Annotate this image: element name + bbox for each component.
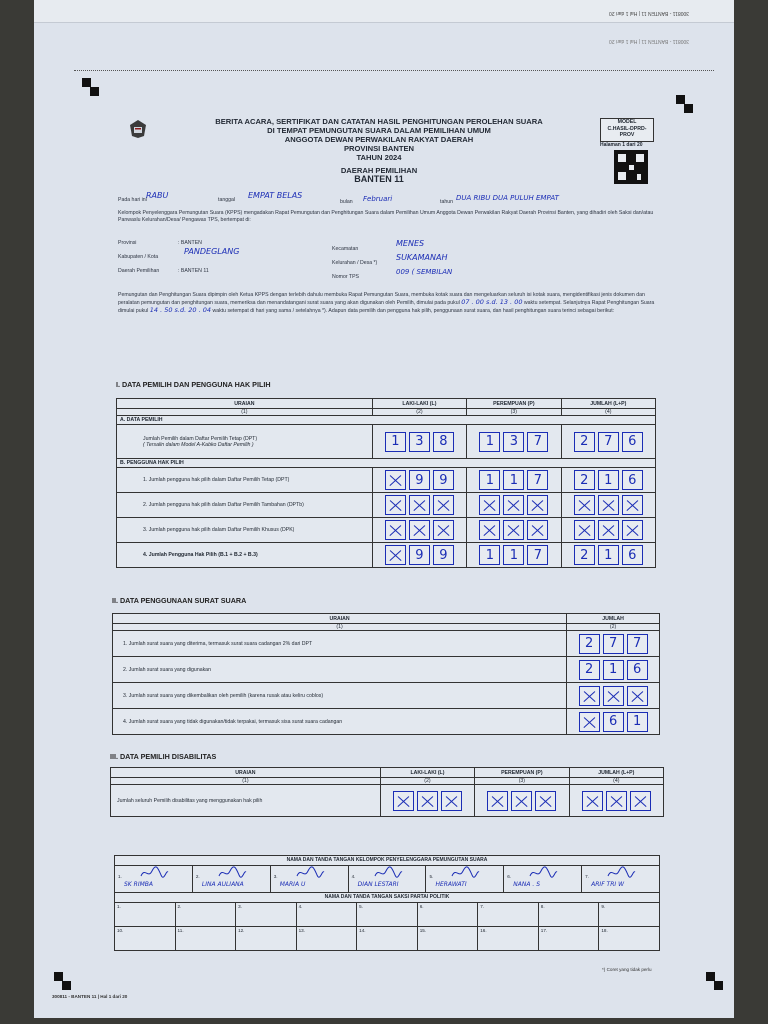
row-label: 1. Jumlah pengguna hak pilih dalam Daftar Pemilih Tetap (DPT) bbox=[117, 468, 373, 493]
crossed-box bbox=[535, 791, 556, 811]
kpps-signature-cell bbox=[426, 866, 504, 892]
crossed-box bbox=[393, 791, 414, 811]
kpps-number: 2. bbox=[195, 874, 200, 879]
digit-box: 2 bbox=[574, 545, 595, 565]
saksi-cell: 12. bbox=[236, 927, 297, 951]
start-time: 07 . 00 s.d. 13 . 00 bbox=[461, 298, 523, 306]
crossed-box bbox=[385, 470, 406, 490]
model-box bbox=[600, 118, 654, 142]
section-2-table bbox=[112, 613, 660, 735]
kpps-name: DIAN LESTARI bbox=[357, 881, 399, 888]
header-num: (3) bbox=[475, 778, 569, 785]
header-num: (2) bbox=[380, 778, 474, 785]
kpps-number: 4. bbox=[351, 874, 356, 879]
crossed-box bbox=[527, 495, 548, 515]
dapil-label: Daerah Pemilihan bbox=[118, 268, 160, 274]
signature-table bbox=[114, 855, 660, 951]
saksi-cell: 13. bbox=[296, 927, 357, 951]
saksi-cell: 8. bbox=[538, 903, 599, 927]
digit-boxes bbox=[384, 791, 471, 811]
kpps-signature-cell bbox=[349, 866, 427, 892]
saksi-cell: 1. bbox=[115, 903, 176, 927]
kpps-name: HERAWATI bbox=[435, 881, 467, 888]
crossed-box bbox=[479, 495, 500, 515]
row-label: 4. Jumlah Pengguna Hak Pilih (B.1 + B.2 + B.3) bbox=[117, 543, 373, 568]
saksi-title: NAMA DAN TANDA TANGAN SAKSI PARTAI POLITIK bbox=[115, 893, 660, 903]
digit-boxes bbox=[565, 432, 652, 452]
registration-mark bbox=[90, 87, 99, 96]
document-sheet bbox=[34, 0, 734, 1018]
opening-paragraph: Kelompok Penyelenggara Pemungutan Suara (KPPS) mengadakan Rapat Pemungutan dan Penghitungan Suara dalam Pemilihan Umum Anggota Dewan Perwakilan Rakyat Daerah Provinsi Banten, yang dihadiri oleh Saksi dan/atau Panwaslu Kelurahan/Desa/ Pengawas TPS, bertempat di: bbox=[118, 210, 654, 223]
crossed-box bbox=[433, 520, 454, 540]
registration-mark bbox=[82, 78, 91, 87]
digit-box: 1 bbox=[385, 432, 406, 452]
digit-boxes bbox=[565, 495, 652, 515]
digit-box: 3 bbox=[503, 432, 524, 452]
crossed-box bbox=[598, 520, 619, 540]
kpps-number: 3. bbox=[273, 874, 278, 879]
table-row bbox=[117, 493, 656, 518]
digit-box: 2 bbox=[579, 634, 600, 654]
saksi-cell: 3. bbox=[236, 903, 297, 927]
header-laki-laki: LAKI-LAKI (L) bbox=[380, 768, 474, 778]
row-label: 3. Jumlah pengguna hak pilih dalam Daftar Pemilih Khusus (DPK) bbox=[117, 518, 373, 543]
kpps-signature-cell bbox=[271, 866, 349, 892]
table-row bbox=[117, 425, 656, 459]
kpps-number: 1. bbox=[118, 874, 122, 879]
digit-boxes bbox=[573, 791, 660, 811]
signature-scribble bbox=[606, 866, 636, 880]
signature-scribble bbox=[528, 866, 558, 880]
saksi-cell: 15. bbox=[417, 927, 478, 951]
document-title bbox=[184, 117, 574, 184]
crossed-box bbox=[574, 495, 595, 515]
header-perempuan: PEREMPUAN (P) bbox=[475, 768, 569, 778]
saksi-cell: 4. bbox=[296, 903, 357, 927]
digit-box: 7 bbox=[527, 545, 548, 565]
digit-box: 1 bbox=[479, 432, 500, 452]
header-num: (4) bbox=[569, 778, 663, 785]
header-num: (1) bbox=[113, 624, 567, 631]
digit-boxes bbox=[376, 432, 463, 452]
section-1-table bbox=[116, 398, 656, 568]
digit-box: 6 bbox=[622, 470, 643, 490]
table-row bbox=[111, 785, 664, 817]
opening-line bbox=[118, 191, 678, 206]
top-doc-code-faint: 300811 - BANTEN 11 | Hal 1 dari 20 bbox=[609, 38, 690, 44]
saksi-cell: 10. bbox=[115, 927, 176, 951]
title-line: PROVINSI BANTEN bbox=[343, 144, 415, 153]
crossed-box bbox=[385, 520, 406, 540]
header-jumlah: JUMLAH (L+P) bbox=[569, 768, 663, 778]
crossed-box bbox=[627, 686, 648, 706]
crossed-box bbox=[582, 791, 603, 811]
signature-scribble bbox=[373, 866, 403, 880]
header-laki-laki: LAKI-LAKI (L) bbox=[372, 399, 466, 409]
digit-boxes bbox=[478, 791, 565, 811]
saksi-cell: 18. bbox=[599, 927, 660, 951]
crossed-box bbox=[409, 520, 430, 540]
region-value: BANTEN 11 bbox=[354, 174, 404, 184]
signature-scribble bbox=[217, 866, 247, 880]
count-time: 14 . 50 s.d. 20 . 04 bbox=[149, 306, 211, 314]
section-2-title: II. DATA PENGGUNAAN SURAT SUARA bbox=[112, 596, 247, 605]
digit-boxes bbox=[376, 470, 463, 490]
digit-box: 1 bbox=[503, 470, 524, 490]
month-label: bulan bbox=[340, 199, 353, 205]
saksi-cell: 6. bbox=[417, 903, 478, 927]
crossed-box bbox=[441, 791, 462, 811]
row-label: 4. Jumlah surat suara yang tidak digunakan/tidak terpakai, termasuk sisa surat suara cadangan bbox=[113, 709, 567, 735]
signature-scribble bbox=[295, 866, 325, 880]
kpps-signature-cell bbox=[193, 866, 271, 892]
kabupaten-value: PANDEGLANG bbox=[184, 247, 240, 256]
digit-boxes bbox=[570, 634, 656, 654]
header-uraian: URAIAN bbox=[111, 768, 381, 778]
kpu-logo-icon bbox=[127, 118, 149, 140]
header-perempuan: PEREMPUAN (P) bbox=[467, 399, 561, 409]
header-num: (4) bbox=[561, 409, 655, 416]
registration-mark bbox=[706, 972, 715, 981]
saksi-cell: 11. bbox=[175, 927, 236, 951]
digit-box: 1 bbox=[603, 660, 624, 680]
underlying-page-strip bbox=[34, 0, 734, 23]
model-line: C.HASIL-DPRD- bbox=[607, 125, 647, 132]
header-num: (2) bbox=[567, 624, 660, 631]
kpps-signature-list bbox=[115, 866, 659, 892]
section-3-title: III. DATA PEMILIH DISABILITAS bbox=[110, 752, 217, 761]
header-num: (3) bbox=[467, 409, 561, 416]
digit-boxes bbox=[570, 712, 656, 732]
digit-boxes bbox=[470, 432, 557, 452]
saksi-row bbox=[115, 903, 660, 927]
header-uraian: URAIAN bbox=[113, 614, 567, 624]
time-paragraph bbox=[118, 292, 666, 352]
digit-box: 2 bbox=[579, 660, 600, 680]
digit-box: 1 bbox=[479, 470, 500, 490]
registration-mark bbox=[684, 104, 693, 113]
digit-box: 7 bbox=[527, 470, 548, 490]
digit-boxes bbox=[565, 520, 652, 540]
crossed-box bbox=[630, 791, 651, 811]
saksi-cell: 17. bbox=[538, 927, 599, 951]
crossed-box bbox=[579, 686, 600, 706]
crossed-box bbox=[503, 495, 524, 515]
time-text: Pemungutan dan Penghitungan Suara dipimpin oleh Ketua KPPS dengan terlebih dahulu membuka Rapat Pemungutan Suara, membuka kotak suara dan mengeluarkan seluruh isi kotak suara, mengidentifikasi jenis dokumen dan peralatan pemungutan dan penghitungan suara, memeriksa dan menandatangani surat suara yang akan digunakan oleh Pemilih, dimulai pada pukul bbox=[118, 292, 645, 306]
kpps-title: NAMA DAN TANDA TANGAN KELOMPOK PENYELENGGARA PEMUNGUTAN SUARA bbox=[115, 856, 660, 866]
header-num: (1) bbox=[117, 409, 373, 416]
region-label: DAERAH PEMILIHAN bbox=[340, 166, 418, 175]
crossed-box bbox=[385, 545, 406, 565]
date-value: EMPAT BELAS bbox=[248, 191, 303, 200]
row-label: 2. Jumlah pengguna hak pilih dalam Daftar Pemilih Tambahan (DPTb) bbox=[117, 493, 373, 518]
kelurahan-label: Kelurahan / Desa *) bbox=[332, 260, 378, 266]
registration-mark bbox=[714, 981, 723, 990]
location-block bbox=[118, 240, 678, 280]
crossed-box bbox=[417, 791, 438, 811]
digit-box: 7 bbox=[603, 634, 624, 654]
kpps-signature-cell bbox=[115, 866, 193, 892]
crossed-box bbox=[606, 791, 627, 811]
section-1-title: I. DATA PEMILIH DAN PENGGUNA HAK PILIH bbox=[116, 380, 271, 389]
digit-box: 1 bbox=[503, 545, 524, 565]
digit-box: 2 bbox=[574, 432, 595, 452]
digit-box: 9 bbox=[409, 545, 430, 565]
kecamatan-value: MENES bbox=[396, 239, 425, 248]
title-line: BERITA ACARA, SERTIFIKAT DAN CATATAN HASIL PENGHITUNGAN PEROLEHAN SUARA bbox=[215, 117, 543, 126]
digit-box: 3 bbox=[409, 432, 430, 452]
crossed-box bbox=[622, 495, 643, 515]
row-sublabel: ( Tersalin dalam Model A-Kabko Daftar Pemilih ) bbox=[143, 441, 254, 448]
table-row bbox=[117, 518, 656, 543]
row-label: 1. Jumlah surat suara yang diterima, termasuk surat suara cadangan 2% dari DPT bbox=[113, 631, 567, 657]
top-doc-code: 300811 - BANTEN 11 | Hal 1 dari 20 bbox=[609, 10, 690, 16]
crossed-box bbox=[603, 686, 624, 706]
kpps-number: 6. bbox=[507, 874, 512, 879]
kpps-name: MARIA U bbox=[279, 881, 306, 888]
date-label: tanggal bbox=[218, 197, 236, 203]
digit-boxes bbox=[376, 495, 463, 515]
saksi-cell: 2. bbox=[175, 903, 236, 927]
digit-box: 1 bbox=[627, 712, 648, 732]
qr-code-icon bbox=[614, 150, 648, 184]
footer-note: *) Coret yang tidak perlu bbox=[602, 967, 652, 972]
digit-box: 9 bbox=[433, 545, 454, 565]
table-row bbox=[113, 683, 660, 709]
model-line: MODEL bbox=[617, 119, 637, 125]
crossed-box bbox=[598, 495, 619, 515]
saksi-cell: 5. bbox=[357, 903, 418, 927]
group-b-label: B. PENGGUNA HAK PILIH bbox=[117, 459, 656, 468]
tps-value: 009 ( SEMBILAN bbox=[396, 268, 453, 276]
row-label: 2. Jumlah surat suara yang digunakan bbox=[113, 657, 567, 683]
digit-box: 1 bbox=[598, 470, 619, 490]
kecamatan-label: Kecamatan bbox=[332, 246, 359, 252]
registration-mark bbox=[676, 95, 685, 104]
header-jumlah: JUMLAH bbox=[567, 614, 660, 624]
header-num: (2) bbox=[372, 409, 466, 416]
crossed-box bbox=[487, 791, 508, 811]
digit-boxes bbox=[565, 470, 652, 490]
signature-scribble bbox=[139, 866, 169, 880]
kabupaten-label: Kabupaten / Kota bbox=[118, 254, 159, 260]
table-row bbox=[113, 631, 660, 657]
time-text: waktu setempat. bbox=[523, 300, 562, 306]
crossed-box bbox=[385, 495, 406, 515]
digit-box: 1 bbox=[598, 545, 619, 565]
digit-boxes bbox=[570, 660, 656, 680]
table-row bbox=[113, 709, 660, 735]
crossed-box bbox=[433, 495, 454, 515]
kpps-name: SK RIMBA bbox=[124, 881, 153, 888]
digit-boxes bbox=[470, 495, 557, 515]
group-a-label: A. DATA PEMILIH bbox=[117, 416, 656, 425]
saksi-cell: 14. bbox=[357, 927, 418, 951]
digit-box: 7 bbox=[527, 432, 548, 452]
row-label: Jumlah Pemilih dalam Daftar Pemilih Tetap (DPT) bbox=[143, 435, 258, 442]
digit-box: 6 bbox=[603, 712, 624, 732]
time-text: waktu setempat di hari yang sama / setelahnya *). Adapun data pemilih dan pengguna hak pilih, penggunaan surat suara, dan hasil penghitungan suara terinci sebagai berikut: bbox=[212, 308, 615, 314]
provinsi-value: : BANTEN bbox=[178, 240, 202, 246]
saksi-cell: 9. bbox=[599, 903, 660, 927]
table-row bbox=[117, 468, 656, 493]
kpps-signature-cell bbox=[582, 866, 659, 892]
digit-boxes bbox=[570, 686, 656, 706]
crossed-box bbox=[409, 495, 430, 515]
crossed-box bbox=[503, 520, 524, 540]
header-uraian: URAIAN bbox=[117, 399, 373, 409]
digit-box: 1 bbox=[479, 545, 500, 565]
kpps-signature-cell bbox=[504, 866, 582, 892]
kpps-name: NANA . S bbox=[513, 881, 541, 888]
saksi-cell: 7. bbox=[478, 903, 539, 927]
provinsi-label: Provinsi bbox=[118, 240, 137, 246]
footer-doc-code: 300811 - BANTEN 11 | Hal 1 dari 20 bbox=[52, 994, 128, 999]
digit-box: 8 bbox=[433, 432, 454, 452]
dapil-value: : BANTEN 11 bbox=[178, 268, 209, 274]
saksi-row bbox=[115, 927, 660, 951]
digit-boxes bbox=[470, 470, 557, 490]
title-line: ANGGOTA DEWAN PERWAKILAN RAKYAT DAERAH bbox=[284, 135, 474, 144]
header-jumlah: JUMLAH (L+P) bbox=[561, 399, 655, 409]
crossed-box bbox=[527, 520, 548, 540]
digit-boxes bbox=[565, 545, 652, 565]
saksi-cell: 16. bbox=[478, 927, 539, 951]
section-3-table bbox=[110, 767, 664, 817]
digit-box: 7 bbox=[627, 634, 648, 654]
digit-box: 6 bbox=[627, 660, 648, 680]
crossed-box bbox=[511, 791, 532, 811]
digit-boxes bbox=[470, 520, 557, 540]
table-row bbox=[113, 657, 660, 683]
digit-boxes bbox=[470, 545, 557, 565]
digit-box: 2 bbox=[574, 470, 595, 490]
registration-mark bbox=[54, 972, 63, 981]
title-line: TAHUN 2024 bbox=[356, 153, 402, 162]
table-row bbox=[117, 543, 656, 568]
digit-boxes bbox=[376, 545, 463, 565]
time-text: Selanjutnya Rapat Penghitungan Suara dimulai pukul bbox=[118, 300, 655, 314]
signature-scribble bbox=[450, 866, 480, 880]
digit-box: 7 bbox=[598, 432, 619, 452]
title-line: DI TEMPAT PEMUNGUTAN SUARA DALAM PEMILIHAN UMUM bbox=[267, 126, 491, 135]
day-value: RABU bbox=[146, 191, 169, 200]
tps-label: Nomor TPS bbox=[332, 274, 360, 280]
digit-box: 6 bbox=[622, 545, 643, 565]
day-label: Pada hari ini bbox=[118, 197, 147, 203]
row-label: Jumlah seluruh Pemilih disabilitas yang menggunakan hak pilih bbox=[111, 785, 381, 817]
crossed-box bbox=[479, 520, 500, 540]
crossed-box bbox=[622, 520, 643, 540]
digit-box: 6 bbox=[622, 432, 643, 452]
kpps-signature-row bbox=[115, 866, 660, 893]
model-line: PROV bbox=[619, 132, 635, 138]
kpps-name: LINA AULIANA bbox=[201, 881, 244, 888]
row-a-label bbox=[117, 425, 373, 459]
registration-mark bbox=[62, 981, 71, 990]
header-num: (1) bbox=[111, 778, 381, 785]
page-indicator: Halaman 1 dari 20 bbox=[600, 142, 643, 148]
digit-box: 9 bbox=[433, 470, 454, 490]
year-value: DUA RIBU DUA PULUH EMPAT bbox=[456, 194, 559, 202]
kpps-number: 7. bbox=[585, 874, 589, 879]
crossed-box bbox=[574, 520, 595, 540]
digit-box: 9 bbox=[409, 470, 430, 490]
dotted-rule bbox=[74, 70, 714, 71]
month-value: Februari bbox=[363, 195, 393, 203]
row-label: 3. Jumlah surat suara yang dikembalikan oleh pemilih (karena rusak atau keliru coblos) bbox=[113, 683, 567, 709]
kelurahan-value: SUKAMANAH bbox=[396, 253, 448, 262]
crossed-box bbox=[579, 712, 600, 732]
kpps-number: 5. bbox=[429, 874, 434, 879]
year-label: tahun bbox=[440, 199, 453, 205]
digit-boxes bbox=[376, 520, 463, 540]
kpps-name: ARIF TRI W bbox=[591, 881, 625, 888]
